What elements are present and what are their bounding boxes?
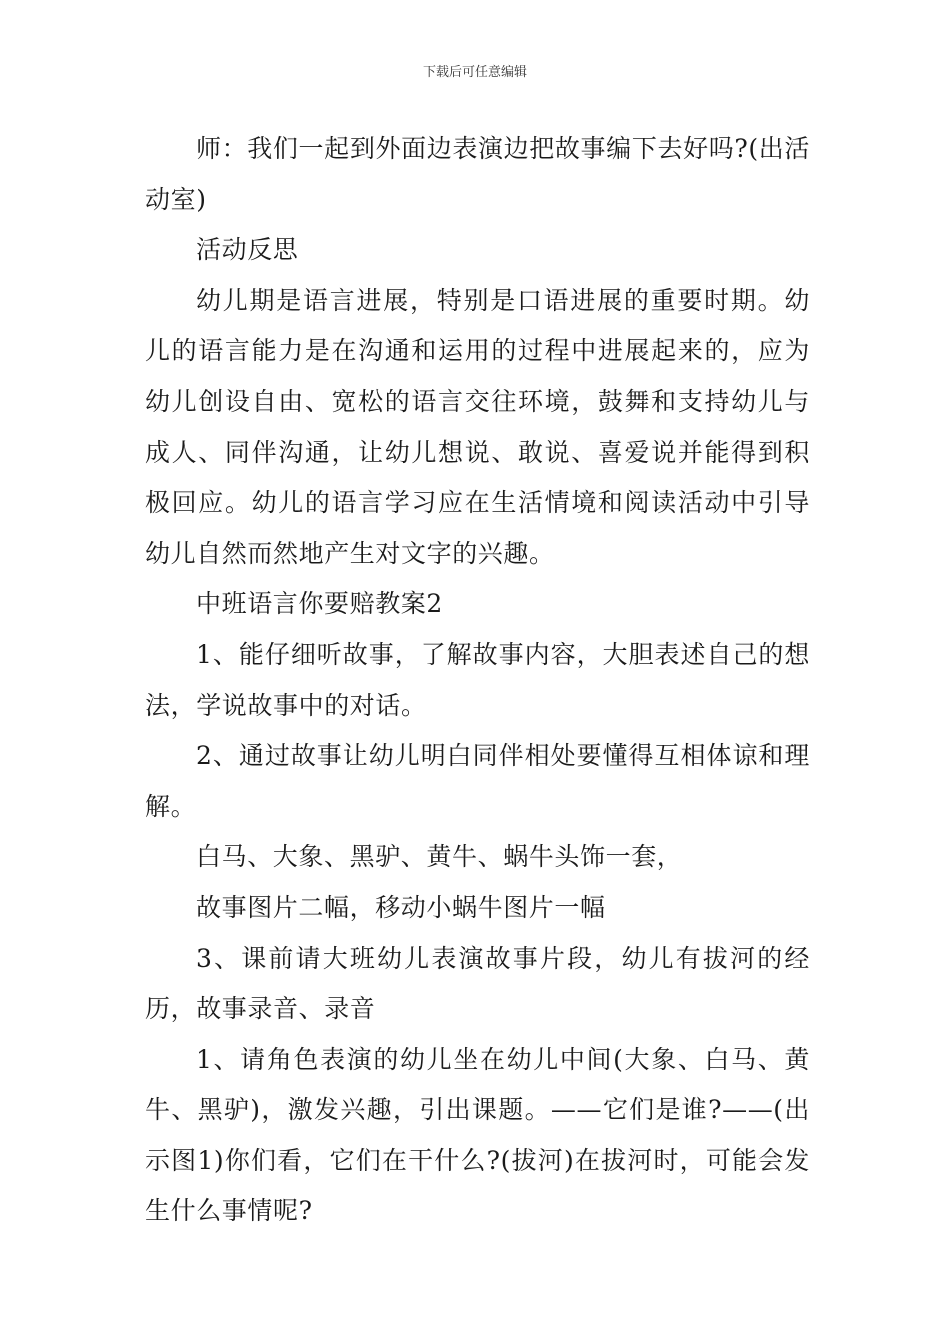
document-body bbox=[145, 124, 810, 1237]
paragraph-materials-2: 故事图片二幅，移动小蜗牛图片一幅 bbox=[196, 892, 606, 922]
paragraph-goal-2: 2、通过故事让幼儿明白同伴相处要懂得互相体谅和理解。 bbox=[145, 741, 810, 821]
paragraph-goal-1: 1、能仔细听故事，了解故事内容，大胆表述自己的想法，学说故事中的对话。 bbox=[145, 639, 810, 720]
page-header: 下载后可任意编辑 bbox=[422, 65, 527, 80]
paragraph-process-1: 1、请角色表演的幼儿坐在幼儿中间(大象、白马、黄牛、黑驴)，激发兴趣，引出课题。——它们是谁?——(出示图1)你们看，它们在干什么?(拔河)在拔河时，可能会发生什么事情呢? bbox=[145, 1044, 810, 1226]
section-heading-lesson-2: 中班语言你要赔教案2 bbox=[196, 589, 443, 619]
section-heading-reflection: 活动反思 bbox=[196, 235, 299, 265]
paragraph-preparation-3: 3、课前请大班幼儿表演故事片段，幼儿有拔河的经历，故事录音、录音 bbox=[145, 943, 810, 1024]
paragraph-materials-1: 白马、大象、黑驴、黄牛、蜗牛头饰一套， bbox=[196, 842, 683, 872]
paragraph-teacher-line: 师：我们一起到外面边表演边把故事编下去好吗?(出活动室) bbox=[145, 134, 810, 214]
paragraph-reflection: 幼儿期是语言进展，特别是口语进展的重要时期。幼儿的语言能力是在沟通和运用的过程中进展起来的，应为幼儿创设自由、宽松的语言交往环境，鼓舞和支持幼儿与成人、同伴沟通，让幼儿想说、敢说、喜爱说并能得到积极回应。幼儿的语言学习应在生活情境和阅读活动中引导幼儿自然而然地产生对文字的兴趣。 bbox=[145, 285, 810, 568]
